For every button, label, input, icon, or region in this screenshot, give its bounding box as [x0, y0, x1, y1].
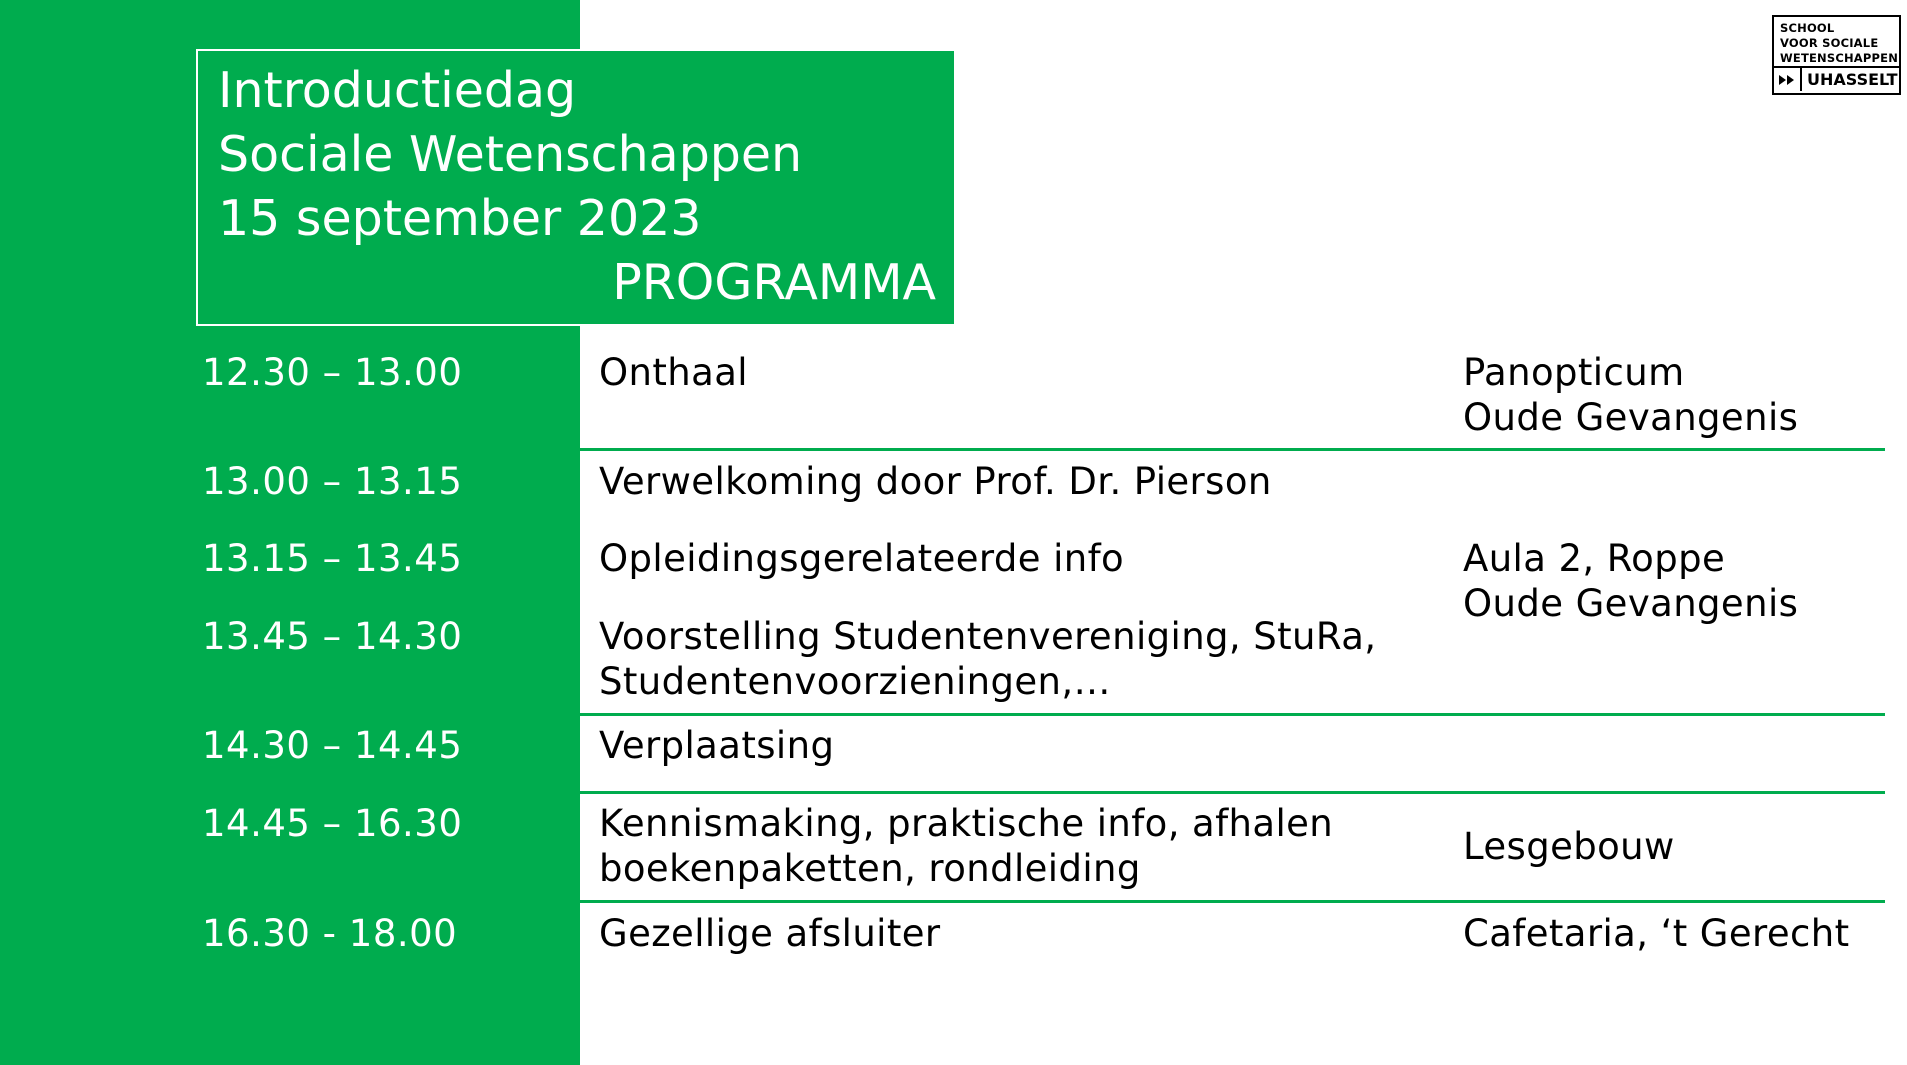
- location: Panopticum: [1463, 351, 1685, 394]
- location: Cafetaria, ‘t Gerecht: [1463, 912, 1850, 955]
- location: Oude Gevangenis: [1463, 396, 1799, 439]
- time-slot: 13.00 – 13.15: [202, 460, 463, 503]
- time-slot: 12.30 – 13.00: [202, 351, 463, 394]
- activity: Onthaal: [599, 351, 748, 394]
- logo-line-2: VOOR SOCIALE: [1780, 36, 1879, 50]
- row-divider: [580, 791, 1885, 794]
- title-programma: PROGRAMMA: [612, 254, 936, 311]
- logo-line-1: SCHOOL: [1780, 21, 1835, 35]
- title-box: [196, 49, 956, 326]
- activity: boekenpaketten, rondleiding: [599, 847, 1141, 890]
- row-divider: [580, 448, 1885, 451]
- time-slot: 13.45 – 14.30: [202, 615, 463, 658]
- row-divider: [580, 900, 1885, 903]
- activity: Kennismaking, praktische info, afhalen: [599, 802, 1334, 845]
- time-slot: 14.30 – 14.45: [202, 724, 463, 767]
- activity: Opleidingsgerelateerde info: [599, 537, 1125, 580]
- title-line-1: Introductiedag: [218, 62, 577, 119]
- title-date: 15 september 2023: [218, 190, 702, 247]
- location: Oude Gevangenis: [1463, 582, 1799, 625]
- activity: Verplaatsing: [599, 724, 835, 767]
- fast-forward-icon: [1774, 68, 1802, 91]
- activity: Voorstelling Studentenvereniging, StuRa,: [599, 615, 1377, 658]
- row-divider: [580, 713, 1885, 716]
- logo-text: [1780, 21, 1898, 66]
- location: Aula 2, Roppe: [1463, 537, 1726, 580]
- logo-brand: UHASSELT: [1807, 70, 1898, 89]
- logo-bar: [1774, 66, 1899, 93]
- logo-line-3: WETENSCHAPPEN: [1780, 51, 1899, 65]
- time-slot: 13.15 – 13.45: [202, 537, 463, 580]
- time-slot: 14.45 – 16.30: [202, 802, 463, 845]
- activity: Studentenvoorzieningen,…: [599, 660, 1111, 703]
- uhasselt-logo: [1772, 15, 1901, 95]
- title-line-2: Sociale Wetenschappen: [218, 126, 803, 183]
- time-slot: 16.30 - 18.00: [202, 912, 458, 955]
- location: Lesgebouw: [1463, 825, 1675, 868]
- activity: Gezellige afsluiter: [599, 912, 941, 955]
- activity: Verwelkoming door Prof. Dr. Pierson: [599, 460, 1272, 503]
